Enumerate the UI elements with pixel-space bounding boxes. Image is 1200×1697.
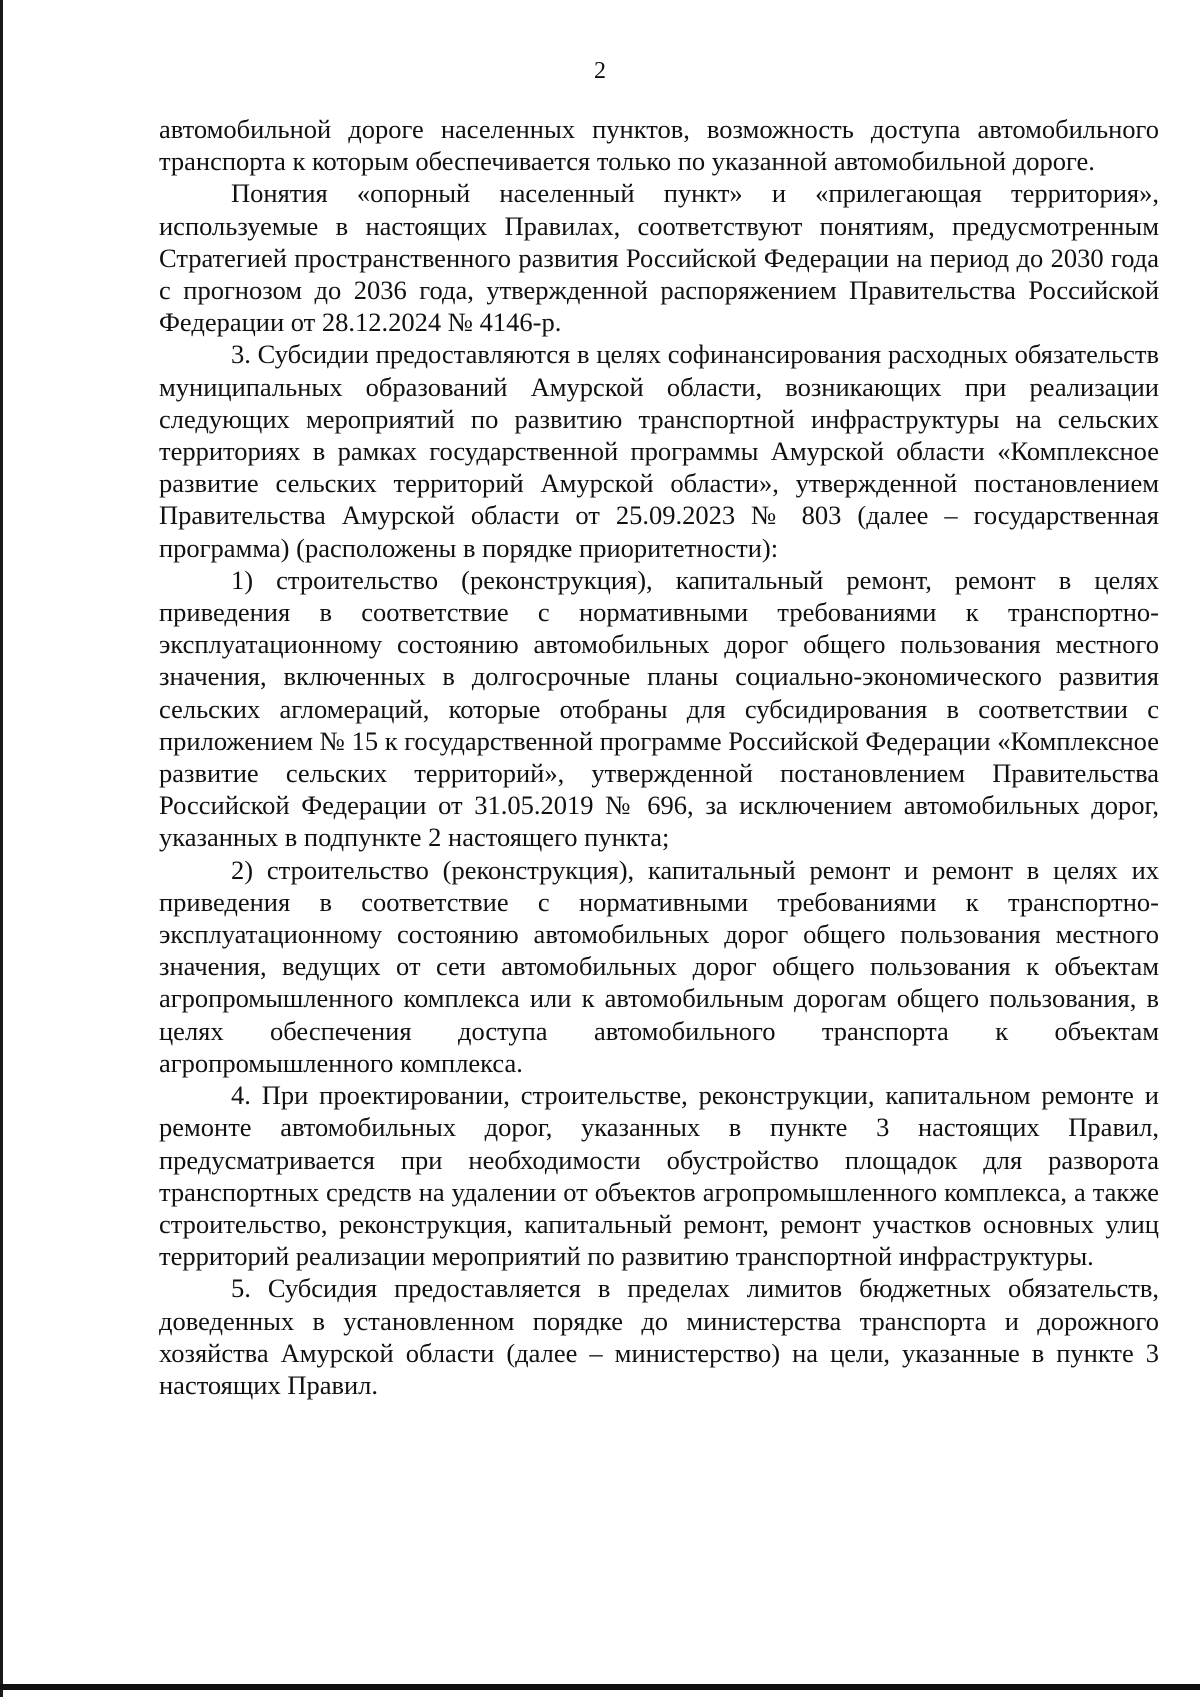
page-number: 2: [594, 58, 606, 84]
paragraph-subclause-1: 1) строительство (реконструкция), капитальный ремонт, ремонт в целях приведения в соответствие с нормативными требованиями к транспортно-эксплуатационному состоянию автомобильных дорог общего пользования местного значения, включенных в долгосрочные планы социально-экономического развития сельских агломераций, которые отобраны для субсидирования в соответствии с приложением № 15 к государственной программе Российской Федерации «Комплексное развитие сельских территорий», утвержденной постановлением Правительства Российской Федерации от 31.05.2019 № 696, за исключением автомобильных дорог, указанных в подпункте 2 настоящего пункта;: [159, 564, 1159, 853]
paragraph-clause-3: 3. Субсидии предоставляются в целях софинансирования расходных обязательств муниципальных образований Амурской области, возникающих при реализации следующих мероприятий по развитию транспортной инфраструктуры на сельских территориях в рамках государственной программы Амурской области «Комплексное развитие сельских территорий Амурской области», утвержденной постановлением Правительства Амурской области от 25.09.2023 № 803 (далее – государственная программа) (расположены в порядке приоритетности):: [159, 339, 1159, 563]
document-body: [159, 113, 1159, 1401]
scan-bottom-edge: [0, 1684, 1200, 1690]
paragraph-subclause-2: 2) строительство (реконструкция), капитальный ремонт и ремонт в целях их приведения в соответствие с нормативными требованиями к транспортно-эксплуатационному состоянию автомобильных дорог общего пользования местного значения, ведущих от сети автомобильных дорог общего пользования к объектам агропромышленного комплекса или к автомобильным дорогам общего пользования, в целях обеспечения доступа автомобильного транспорта к объектам агропромышленного комплекса.: [159, 854, 1159, 1078]
scan-left-edge: [0, 0, 3, 1697]
paragraph-clause-4: 4. При проектировании, строительстве, реконструкции, капитальном ремонте и ремонте автомобильных дорог, указанных в пункте 3 настоящих Правил, предусматривается при необходимости обустройство площадок для разворота транспортных средств на удалении от объектов агропромышленного комплекса, а также строительство, реконструкция, капитальный ремонт, ремонт участков основных улиц территорий реализации мероприятий по развитию транспортной инфраструктуры.: [159, 1080, 1159, 1272]
paragraph-definitions: Понятия «опорный населенный пункт» и «прилегающая территория», используемые в настоящих Правилах, соответствуют понятиям, предусмотренным Стратегией пространственного развития Российской Федерации на период до 2030 года с прогнозом до 2036 года, утвержденной распоряжением Правительства Российской Федерации от 28.12.2024 № 4146-р.: [159, 178, 1159, 338]
paragraph-continuation: автомобильной дороге населенных пунктов, возможность доступа автомобильного транспорта к которым обеспечивается только по указанной автомобильной дороге.: [159, 114, 1159, 177]
paragraph-clause-5: 5. Субсидия предоставляется в пределах лимитов бюджетных обязательств, доведенных в установленном порядке до министерства транспорта и дорожного хозяйства Амурской области (далее – министерство) на цели, указанные в пункте 3 настоящих Правил.: [159, 1273, 1159, 1400]
